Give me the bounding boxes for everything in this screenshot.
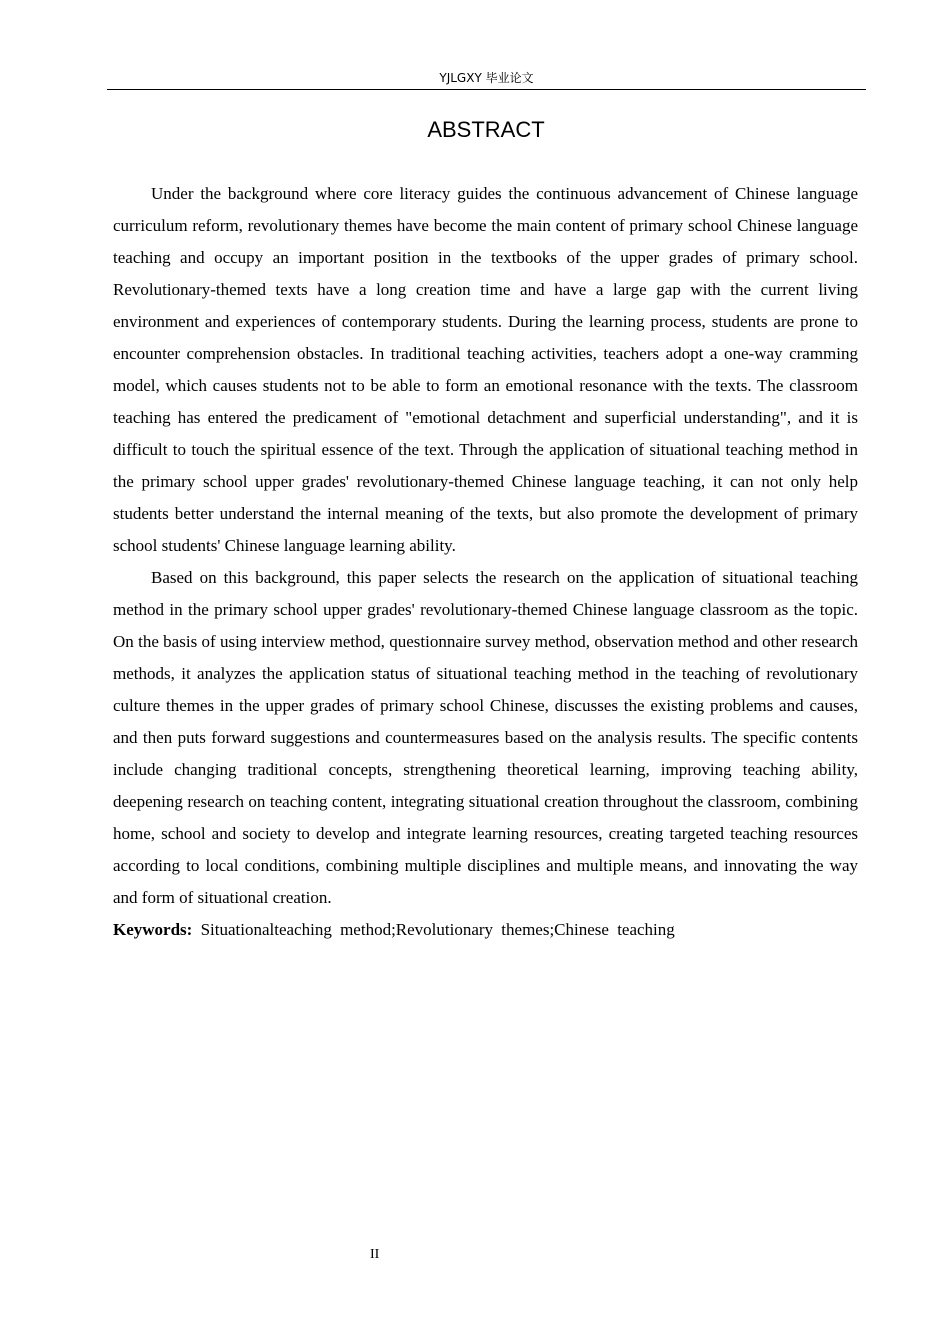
running-header [107, 69, 866, 90]
keywords-line [113, 914, 858, 946]
keywords-value: Situationalteaching method;Revolutionary themes;Chinese teaching [200, 920, 675, 939]
running-header-text: YJLGXY 毕业论文 [439, 71, 534, 85]
abstract-paragraph-2: Based on this background, this paper selects the research on the application of situational teaching method in the primary school upper grades' revolutionary-themed Chinese language classroom as the topic. On the basis of using interview method, questionnaire survey method, observation method and other research methods, it analyzes the application status of situational teaching method in the teaching of revolutionary culture themes in the upper grades of primary school Chinese, discusses the existing problems and causes, and then puts forward suggestions and countermeasures based on the analysis results. The specific contents include changing traditional concepts, strengthening theoretical learning, improving teaching ability, deepening research on teaching content, integrating situational creation throughout the classroom, combining home, school and society to develop and integrate learning resources, creating targeted teaching resources according to local conditions, combining multiple disciplines and multiple means, and innovating the way and form of situational creation. [113, 568, 858, 907]
abstract-title: ABSTRACT [427, 117, 545, 142]
page-number: II [370, 1247, 380, 1262]
keywords-label: Keywords: [113, 920, 193, 939]
abstract-body [113, 178, 858, 946]
abstract-paragraph-1: Under the background where core literacy guides the continuous advancement of Chinese language curriculum reform, revolutionary themes have become the main content of primary school Chinese language teaching and occupy an important position in the textbooks of the upper grades of primary school. Revolutionary-themed texts have a long creation time and have a large gap with the current living environment and experiences of contemporary students. During the learning process, students are prone to encounter comprehension obstacles. In traditional teaching activities, teachers adopt a one-way cramming model, which causes students not to be able to form an emotional resonance with the texts. The classroom teaching has entered the predicament of "emotional detachment and superficial understanding", and it is difficult to touch the spiritual essence of the text. Through the application of situational teaching method in the primary school upper grades' revolutionary-themed Chinese language teaching, it can not only help students better understand the internal meaning of the texts, but also promote the development of primary school students' Chinese language learning ability. [113, 184, 858, 555]
